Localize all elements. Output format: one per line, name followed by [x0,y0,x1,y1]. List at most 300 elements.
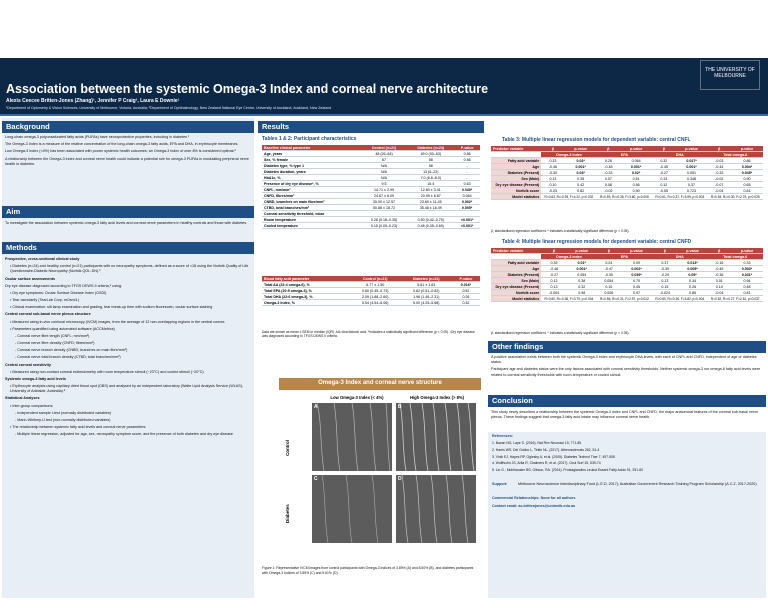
methods-item: - Corneal nerve fibre length (CNFL; mm/mm²) [15,333,90,338]
table-cell: 9.5 [361,181,408,187]
table-cell: 0.001* [676,164,708,170]
table-cell: R=0.61, R²=0.37, F=3.99, p=0.003 [652,194,707,200]
table-cell: Total EPA (20:5 omega-3), % [262,288,350,294]
affiliations: ¹Department of Optometry & Vision Sciences, University of Melbourne, Victoria, Australia; ²Department of Ophthalmology, New Zealand National Eye Centre, University of Auckland, Auckland, New Zealand [6,106,332,110]
table-cell: Diabetes duration, years [262,169,361,175]
table-header-cell: Predictor variable [491,146,541,152]
table-cell: -0.03 [708,158,731,164]
table-cell: Dry eye disease (Present) [491,284,541,290]
table-cell: 0.07 [597,176,620,182]
table-cell: 0.02* [565,158,597,164]
table-header-cell: Diabetes (n=24) [407,145,454,151]
methods-item: • Dry eye symptoms: Ocular Surface Disease Index (OSDI) [10,290,107,295]
table-cell: 0.26 [678,284,708,290]
table-header-cell: β [597,248,621,254]
row-label-control: Control [285,440,290,456]
table-cell: R=0.54, R²=0.30, F=2.75, p=0.025 [708,194,763,200]
table-cell: -0.47 [597,266,621,272]
table-cell: 0.15 (0.09–0.23) [361,223,408,229]
background-bullet: A relationship between the Omega-3 index and corneal nerve health could indicate a potential role for omega-3 PUFAs in modulating peripheral nerve health in diabetes. [5,156,249,166]
methods-item: - Corneal nerve branch density (CNBD; branches on main fibre/mm²) [15,348,128,353]
table-cell: 0.37 [676,182,708,188]
methods-item: • Erythrocyte analysis using capillary dried blood spot (DBS) and analysed by an independent laboratory (Waite Lipid Analysis Service (WLAS), University of Adelaide, Australia).⁵ [10,384,243,394]
table-cell: 0.26 [452,294,480,300]
methods-section [5,257,251,597]
table-cell: 0.054 [597,278,621,284]
table-cell: 49.0 (30–63) [407,151,454,157]
table-header-cell: P-value [452,276,480,282]
table-cell: 0.016* [452,282,480,288]
aim-heading: Aim [2,206,254,218]
group-header-cell: EPA [597,152,652,158]
table-cell: 0.054 [567,272,597,278]
cnfd-regression-table [491,248,763,302]
panel-label-c: C [314,476,318,482]
university-logo [700,60,760,90]
table-cell: 2.09 (1.88–2.60) [350,294,401,300]
table-cell: 0.064 [454,193,480,199]
table-cell: HbA1c, % [262,175,361,181]
table-cell: 0.70 [621,278,652,284]
table-cell: Diabetes (Present) [491,170,541,176]
table-cell: 7.0 (6.6–8.0) [407,175,454,181]
table-cell: 0.39 [541,260,567,266]
table-2 [262,276,480,306]
table-cell: Age, years [262,151,361,157]
table-cell: Age [491,164,541,170]
ivcm-image-c [312,475,392,543]
cnfl-regression-table [491,146,763,200]
methods-subheading: Central corneal sensitivity [5,362,51,367]
methods-item: - Multiple linear regression, adjusted for age, sex, neuropathy symptom score, and the presence of both diabetes and dry eye disease [15,432,233,437]
commercial-relationships: Commercial Relationships: None for all authors [492,496,576,500]
table-cell: Diabetes type, % type 1 [262,163,361,169]
table-cell: 15.4 [407,181,454,187]
table-cell: 0.38 [567,278,597,284]
table-cell: 0.63 [454,181,480,187]
logo-text: THE UNIVERSITY OF MELBOURNE [705,67,755,79]
table-cell: 0.52 [452,288,480,294]
results-heading: Results [258,121,484,133]
table-cell: <0.001* [454,217,480,223]
reference-item: 4. Wolffsohn JS, Arita R, Chalmers R, et al. (2017). Ocul Surf 15, 539-74 [492,461,601,466]
figure-caption: Figure 1: Representative IVCM images from control participants with Omega-3 Indices of 3.89% (A) and 8.50% (B), and diabetes participants with Omega-3 Indices of 3.85% (C) and 9.61% (D) [262,566,474,575]
table-4-title: Table 4: Multiple linear regression models for dependent variable: central CNFD [502,239,692,245]
table-cell: -0.45 [652,164,675,170]
table-header-cell: Baseline clinical parameter [262,145,361,151]
table-cell: Dry eye disease (Present) [491,182,541,188]
table-cell: 0.56 [620,182,652,188]
table-cell: 0.13 [541,176,564,182]
table-cell: 0.15 [652,284,678,290]
table-cell: 0.10 [708,284,731,290]
table-cell: 0.01 [708,278,731,284]
table-cell: 0.01* [567,260,597,266]
table-cell: CNFD, fibres/mm² [262,193,361,199]
table-cell: -0.02 [708,176,731,182]
table-cell: CNFL, mm/mm² [262,187,361,193]
methods-item: • Inter-group comparisons: [10,403,54,408]
table-row [262,300,480,306]
conclusion-heading: Conclusion [488,395,766,407]
references-list [492,441,762,481]
table-header-cell: p-value [676,146,708,152]
table-cell: 0.027* [676,158,708,164]
background-bullet: Low Omega-3 Index (<4%) has been associated with poorer systemic health outcomes; an Omega-3 index of over 8% is considered optimal.² [5,149,236,154]
table-cell: 0.32 [652,158,675,164]
table-cell: 0.10 [597,284,621,290]
table-cell: 0.051 [676,170,708,176]
methods-subheading: Systemic omega-3 fatty acid levels [5,376,66,381]
table-cell: 0.13 [652,176,675,182]
table-cell: Total DHA (22:6 omega-3), % [262,294,350,300]
background-bullet: Long-chain omega-3 polyunsaturated fatty acids (PUFAs) have neuroprotective properties, including in diabetes.¹ [5,135,190,139]
table-4 [491,248,763,302]
table-cell: -0.45 [708,266,731,272]
table-cell: CNBD, branches on main fibre/mm² [262,199,361,205]
table-cell: 13 (6–22) [407,169,454,175]
table-cell: 0.08 [597,182,620,188]
table-cell: 0.001* [565,164,597,170]
table-cell: 0.35 [565,176,597,182]
table-cell: Fatty acid variable [491,158,541,164]
table-header-cell: Diabetes (n=24) [401,276,452,282]
methods-item: • Diabetes (n=24) and healthy control (n=21) participants with no neuropathy symptoms, defined as a score of <18 using the Norfolk Quality of Life Questionnaire-Diabetic Neuropathy (Norfolk QOL-DN).³ [10,264,249,274]
table-cell: 0.97 [621,290,652,296]
table-cell: 0.62 (0.51–0.82) [401,288,452,294]
ivcm-image-a [312,403,392,471]
table-cell: -0.03 [541,188,564,194]
table-cell: R=0.52, R²=0.27, F=2.51, p=0.037 [708,296,763,302]
other-findings-section [491,355,763,391]
row-label-diabetes: Diabetes [285,504,290,524]
table-cell: 0.81 [731,188,763,194]
table-cell: 0.33 [541,158,564,164]
table-header-cell: p-value [565,146,597,152]
methods-item: • Tear osmolarity (TearLab Corp; mOsm/L) [10,298,80,303]
table-cell: -0.48 [541,266,567,272]
methods-item: • Measured using non-contact corneal esthesiometry with room temperature stimuli (~23°C) and cooled stimuli (~20°C) [10,369,204,374]
table-cell: 23.60 ± 11.45 [407,199,454,205]
figure-title: Omega-3 Index and corneal nerve structure [279,378,481,390]
table-cell: 0.45 [621,284,652,290]
table-cell: -0.07 [708,182,731,188]
table-cell: 0.81 [731,290,763,296]
table-cell: Room temperature [262,217,361,223]
table-header-cell: β [652,146,675,152]
blood-fatty-acid-table [262,276,480,306]
table-cell: Sex (Male) [491,278,541,284]
table-header-cell: Predictor variable [491,248,541,254]
support-label: Support: [492,482,508,486]
panel-label-b: B [398,404,402,410]
table-cell: 1.96 (1.49–2.31) [401,294,452,300]
background-section [5,135,251,205]
table-header-cell: p-value [731,248,763,254]
contact-email: Contact email: ac.brittenjones@unimelb.edu.au [492,504,576,508]
table-cell: -0.30 [541,170,564,176]
table-header-cell: p-value [567,248,597,254]
methods-item: - Independent sample t-test (normally distributed variables) [15,410,112,415]
panel-label-d: D [398,476,402,482]
table-cell: R=0.56, R²=0.31, F=2.97, p=0.012 [597,296,652,302]
table-cell: 0.34 [678,278,708,284]
regression-row [491,194,763,200]
references-heading: References: [492,434,514,438]
table-cell: -0.27 [652,170,675,176]
table-cell: -0.33 [597,170,620,176]
table-cell: -0.48 [597,164,620,170]
table-cell: 0.12 [652,182,675,188]
table-cell: 0.001* [567,266,597,272]
ivcm-image-b [396,403,476,471]
table-cell: Norfolk score [491,290,541,296]
table-cell: 0.32 [452,300,480,306]
background-bullet: The Omega-3 Index is a measure of the relative concentration of the long-chain omega-3 fatty acids, EPA and DHA, in erythrocyte membranes. [5,142,239,147]
table-cell: Model statistics [491,194,541,200]
methods-subheading: Statistical Analyses [5,396,40,401]
table-cell: 0.48 (0.35–0.69) [407,223,454,229]
table-cell: 0.60 (0.45–0.73) [350,288,401,294]
table-cell: R=0.59, R²=0.35, F=3.60, p=0.006 [597,194,652,200]
table-cell: R=0.60, R²=0.36, F=3.79, p=0.004 [541,296,596,302]
table-cell: 6.77 ± 1.50 [350,282,401,288]
table-cell: 0.61 [620,176,652,182]
table-cell: 0.82 [565,188,597,194]
finding-bullet: Participant age and diabetes status were the only factors associated with corneal sensitivity thresholds. Neither systemic omega-3 nor omega-6 fatty acid levels were related to corneal sensitivity thresholds with room-temperature or cooled stimuli. [491,367,761,377]
figure-1 [279,378,481,564]
group-header-cell: Total omega-6 [708,254,763,260]
table-cell: 0.48 [731,284,763,290]
table-cell: -0.004 [541,290,567,296]
table-cell: 0.030* [454,187,480,193]
table-cell: 0.064 [620,158,652,164]
table-cell: R=0.63, R²=0.39, F=4.22, p=0.002 [541,194,596,200]
tables-1-2-title: Tables 1 & 2: Participant characteristics [262,136,357,142]
table-cell: 0.05* [678,272,708,278]
table-cell: 0.005* [454,205,480,211]
table-cell: 0.003* [731,266,763,272]
table-3-title: Table 3: Multiple linear regression models for dependent variable: central CNFL [502,137,691,143]
table-cell: Diabetes (Present) [491,272,541,278]
table-cell: -0.33 [708,170,731,176]
table-cell: 0.65 [731,182,763,188]
table-cell: 0.90 [620,188,652,194]
table-cell: Cooled temperature [262,223,361,229]
methods-item: • Parameters quantified using automated software (ACCMetrics) [10,326,115,331]
table-cell: 0.37 [652,260,678,266]
table-header-cell: P-value [454,145,480,151]
table-cell: -0.29 [652,272,678,278]
column-label-high: High Omega-3 Index (> 8%) [409,395,465,400]
table-cell: 0.10 [541,182,564,188]
table-cell: - [454,163,480,169]
methods-item: - Corneal nerve total branch density (CTBD; total branches/mm²) [15,355,121,360]
conclusion-text: This study newly describes a relationship between the systemic Omega-3 index and CNFL and CNFD, the major anatomical features of the corneal sub-basal nerve plexus. These findings suggest that omega-3 fatty acid intake may influence corneal nerve health. [491,410,759,420]
table-cell: <0.001* [454,223,480,229]
table-cell: 0.013* [678,260,708,266]
table-1 [262,145,480,229]
table-cell: 0.56 [454,157,480,163]
table-cell: Presence of dry eye disease*, % [262,181,361,187]
table-3-note: β, standardised regression coefficient. * Indicates a statistically significant difference (p < 0.05). [491,229,630,233]
table-cell: Omega-3 Index, % [262,300,350,306]
table-header-cell: β [597,146,620,152]
aim-text: To investigate the association between systemic omega-3 fatty acid levels and corneal nerve parameters in healthy controls and those with diabetes. [5,221,248,225]
reference-item: 2. Harris WS, Del Gobbo L, Tintle NL. (2017). Atherosclerosis 262, 51-4 [492,447,600,452]
table-cell: 35.00 ± 12.57 [361,199,408,205]
table-header-cell: Blood fatty acid parameter [262,276,350,282]
table-header-cell: p-value [621,248,652,254]
table-cell: -0.46 [541,164,564,170]
table-header-cell: Control (n=21) [350,276,401,282]
table-cell: 0.13 [541,284,567,290]
table-cell: -0.024 [652,290,678,296]
table-cell: Fatty acid variable [491,260,541,266]
title-banner [0,58,768,116]
table-cell: -0.04 [708,188,731,194]
table-cell: 0.12 [541,278,567,284]
table-cell: 0.09 [621,260,652,266]
table-cell: 0.02* [620,170,652,176]
table-cell: CTBD, total branches/mm² [262,205,361,211]
table-cell: -0.05 [652,188,675,194]
panel-label-a: A [314,404,318,410]
support-text: Melbourne Neuroscience Interdisciplinary Fund (L.E.D, 2017); Australian Government Research Training Program Scholarship (A.C.Z, 2017-2020) [518,482,757,486]
reference-item: 5. Liu G., Muhlhausler BS, Gibson, RA. (2014). Prostaglandins Leukot Essent Fatty Acids 91, 251-60 [492,468,643,473]
column-label-low: Low Omega-3 Index (< 4%) [330,395,384,400]
table-cell: 0.031* [731,272,763,278]
table-cell: 0.50 (0.42–0.75) [407,217,454,223]
finding-bullet: A positive association exists between both the systemic Omega-3 index and erythrocyte DHA levels, with each of CNFL and CNFD, independent of age or diabetes status. [491,355,757,365]
methods-item: Dry eye disease diagnosed according to TFOS DEWS II criteria,⁴ using: [5,283,123,288]
poster-title: Association between the systemic Omega-3 Index and corneal nerve architecture [6,82,489,96]
table-cell: 0.002* [454,199,480,205]
table-header-cell: p-value [620,146,652,152]
table-cell: 0.86 [454,151,480,157]
table-cell: 5.61 ± 1.63 [401,282,452,288]
table-cell: 58 [407,157,454,163]
table-cell: 5.54 (4.54–6.06) [350,300,401,306]
table-cell: N/A [361,163,408,169]
table-cell: R=0.60, R²=0.36, F=3.82, p=0.004 [652,296,707,302]
table-cell: 0.86 [678,290,708,296]
methods-item: - Mann-Whitney-U test (non-normally distributed variables) [15,417,111,422]
table-cell: 0.33 [731,260,763,266]
table-cell: 0.98 [567,290,597,296]
table-cell: 0.006 [597,290,621,296]
table-cell: 0.348 [676,176,708,182]
table-cell: 0.86 [731,158,763,164]
table-row [262,223,480,229]
table-cell: N/A [361,169,408,175]
table-cell: 0.045* [731,170,763,176]
methods-heading: Methods [2,242,254,254]
table-cell: 0.039* [621,272,652,278]
table-cell: 14.71 ± 2.99 [361,187,408,193]
table-header-cell: β [708,248,731,254]
table-cell: Total AA (22:4 omega-6), % [262,282,350,288]
table-cell: 0.94 [731,278,763,284]
group-header-cell: DHA [652,152,707,158]
table-cell: N/A [361,175,408,181]
table-3 [491,146,763,200]
table-cell: -0.39 [652,266,678,272]
regression-row [491,296,763,302]
ivcm-image-d [396,475,476,543]
table-cell: Sex (Male) [491,176,541,182]
table-cell: 0.90 [731,176,763,182]
group-header-cell: Omega-3 index [541,254,596,260]
table-cell: 50.88 ± 18.72 [361,205,408,211]
background-heading: Background [2,121,254,133]
reference-item: 3. Vinik EJ, Hayes RP, Oglesby A, et al. (2005). Diabetes Technol Ther 7, 497-508 [492,454,615,459]
methods-item: • Clinical examination: slit lamp examination and grading, tear break-up time with sodium fluorescein, ocular surface staining [10,305,213,310]
table-cell: Model statistics [491,296,541,302]
table-cell: 0.32 [567,284,597,290]
participant-characteristics-table [262,145,480,229]
table-header-cell: Control (n=21) [361,145,408,151]
group-header-cell: Total omega-6 [708,152,763,158]
table-cell: Norfolk score [491,188,541,194]
table-cell: -0.30 [597,272,621,278]
table-cell: 0.723 [676,188,708,194]
table-cell: -0.44 [708,164,731,170]
table-cell: 48 (26–64) [361,151,408,157]
other-findings-heading: Other findings [488,341,766,353]
table-cell: 5.00 (4.25–5.68) [401,300,452,306]
methods-subheading: Ocular surface assessments [5,276,56,281]
methods-subheading: Central corneal sub-basal nerve plexus structure [5,312,91,317]
table-cell: 0.42 [565,182,597,188]
reference-item: 1. Bazan NG, Laye S. (2016). Nat Rev Neurosci 15, 771-85 [492,441,582,445]
table-header-cell: β [708,146,731,152]
table-cell: 58 [407,163,454,169]
table-cell: Sex, % female [262,157,361,163]
group-header-cell: DHA [652,254,707,260]
table-cell: 12.80 ± 3.41 [407,187,454,193]
methods-item: • Measured using in-vivo confocal microscopy (IVCM) images, from the average of 12 non-overlapping regions in the central cornea [10,319,225,324]
table-cell: 67 [361,157,408,163]
authors: Alexis Ceecee Britten-Jones (Zhang)¹, Jennifer P Craig², Laura E Downie¹ [6,98,180,104]
table-cell: -0.16 [708,260,731,266]
table-cell: -0.02 [597,188,620,194]
table-cell: 0.005* [678,266,708,272]
methods-item: • The relationship between systemic fatty acid levels and corneal nerve parameters: [10,425,147,430]
methods-item: - Corneal nerve fibre density (CNFD; fibres/mm²) [15,341,95,346]
table-4-note: β, standardised regression coefficient. * Indicates a statistically significant difference (p < 0.05). [491,331,630,335]
table-header-cell: p-value [731,146,763,152]
group-header-cell: Omega-3 index [541,152,596,158]
table-cell: Age [491,266,541,272]
table-cell: 0.03* [565,170,597,176]
table-cell: - [454,175,480,181]
table-cell: 0.001* [620,164,652,170]
table-cell: 0.002* [621,266,652,272]
table-cell: -0.27 [541,272,567,278]
table-cell: -0.36 [708,272,731,278]
table-header-cell: p-value [678,248,708,254]
table-cell: 0.28 (0.18–0.35) [361,217,408,223]
group-header-cell: EPA [597,254,652,260]
table-cell: - [454,169,480,175]
table-cell: 20.99 ± 6.67 [407,193,454,199]
table-header-cell: β [652,248,678,254]
table-header-cell: β [541,146,564,152]
table-cell: 24.67 ± 6.09 [361,193,408,199]
table-cell: 0.13 [652,278,678,284]
table-cell: 35.48 ± 16.49 [407,205,454,211]
